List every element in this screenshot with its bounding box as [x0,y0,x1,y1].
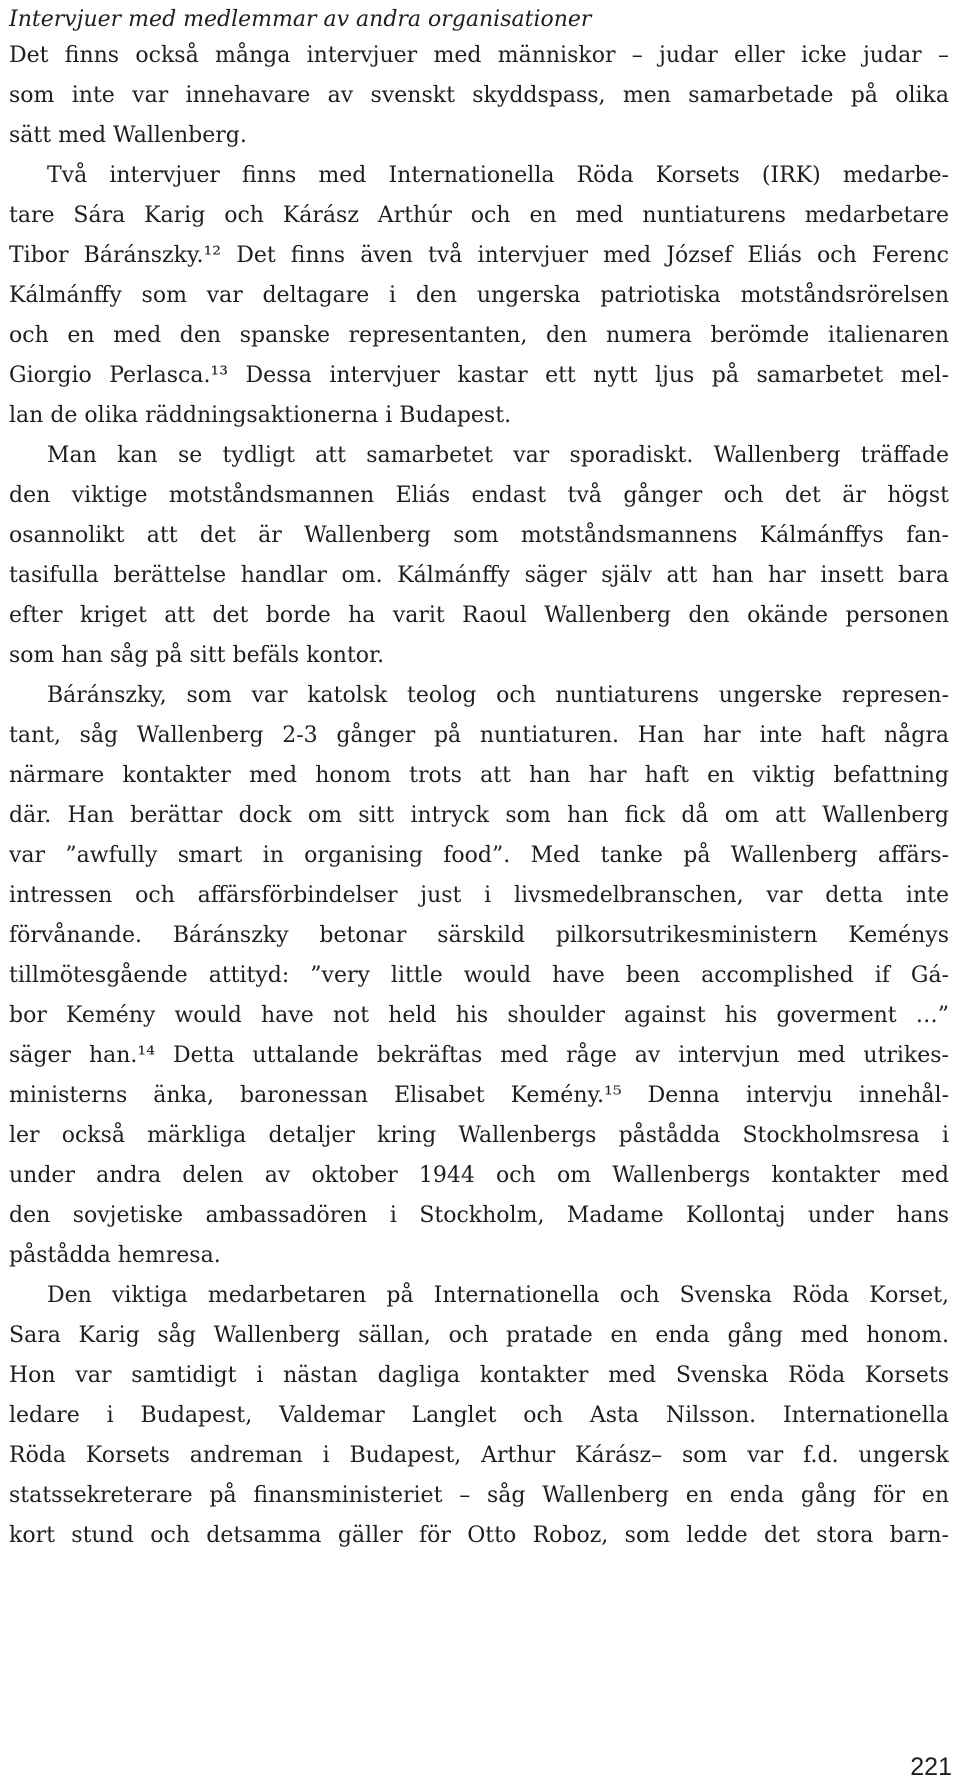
text-line: närmare kontakter med honom trots att han har haft en viktig befattning [9,763,949,788]
text-line: Sara Karig såg Wallenberg sällan, och pratade en enda gång med honom. [9,1323,949,1348]
text-line: osannolikt att det är Wallenberg som motståndsmannens Kálmánffys fan- [9,523,949,548]
text-line: ledare i Budapest, Valdemar Langlet och Asta Nilsson. Internationella [9,1403,949,1428]
text-line: den viktige motståndsmannen Eliás endast två gånger och det är högst [9,483,949,508]
text-line: statssekreterare på finansministeriet – såg Wallenberg en enda gång för en [9,1483,949,1508]
text-line: Röda Korsets andreman i Budapest, Arthur Kárász– som var f.d. ungersk [9,1443,949,1468]
text-line: den sovjetiske ambassadören i Stockholm, Madame Kollontaj under hans [9,1203,949,1228]
text-line: kort stund och detsamma gäller för Otto Roboz, som ledde det stora barn- [9,1523,949,1548]
text-line: Hon var samtidigt i nästan dagliga kontakter med Svenska Röda Korsets [9,1363,949,1388]
text-line: Den viktiga medarbetaren på Internationella och Svenska Röda Korset, [47,1283,949,1308]
text-line: och en med den spanske representanten, den numera berömde italienaren [9,323,949,348]
text-line: sätt med Wallenberg. [9,123,247,148]
text-line: Báránszky, som var katolsk teolog och nuntiaturens ungerske represen- [47,683,949,708]
text-line: tant, såg Wallenberg 2-3 gånger på nuntiaturen. Han har inte haft några [9,723,949,748]
text-line: Tibor Báránszky.¹² Det finns även två intervjuer med József Eliás och Ferenc [9,243,949,268]
text-line: som inte var innehavare av svenskt skyddspass, men samarbetade på olika [9,83,949,108]
text-line: ler också märkliga detaljer kring Wallenbergs påstådda Stockholmsresa i [9,1123,949,1148]
text-line: ministerns änka, baronessan Elisabet Kemény.¹⁵ Denna intervju innehål- [9,1083,949,1108]
text-line: Man kan se tydligt att samarbetet var sporadiskt. Wallenberg träffade [47,443,949,468]
page-number: 221 [910,1753,952,1781]
text-line: Två intervjuer finns med Internationella Röda Korsets (IRK) medarbe- [47,163,949,188]
text-line: tasifulla berättelse handlar om. Kálmánffy säger själv att han har insett bara [9,563,949,588]
text-line: påstådda hemresa. [9,1243,221,1268]
text-line: var ”awfully smart in organising food”. Med tanke på Wallenberg affärs- [9,843,949,868]
text-line: Kálmánffy som var deltagare i den ungerska patriotiska motståndsrörelsen [9,283,949,308]
text-line: under andra delen av oktober 1944 och om Wallenbergs kontakter med [9,1163,949,1188]
text-line: förvånande. Báránszky betonar särskild pilkorsutrikesministern Keménys [9,923,949,948]
text-line: intressen och affärsförbindelser just i livsmedelbranschen, var detta inte [9,883,949,908]
section-heading: Intervjuer med medlemmar av andra organisationer [9,7,592,32]
text-line: Giorgio Perlasca.¹³ Dessa intervjuer kastar ett nytt ljus på samarbetet mel- [9,363,949,388]
text-line: bor Kemény would have not held his shoulder against his goverment …” [9,1003,949,1028]
text-line: tillmötesgående attityd: ”very little would have been accomplished if Gá- [9,963,949,988]
text-line: som han såg på sitt befäls kontor. [9,643,385,668]
text-line: där. Han berättar dock om sitt intryck som han fick då om att Wallenberg [9,803,949,828]
text-line: efter kriget att det borde ha varit Raoul Wallenberg den okände personen [9,603,949,628]
text-line: lan de olika räddningsaktionerna i Budapest. [9,403,512,428]
text-line: Det finns också många intervjuer med människor – judar eller icke judar – [9,43,949,68]
text-line: tare Sára Karig och Kárász Arthúr och en med nuntiaturens medarbetare [9,203,949,228]
text-line: säger han.¹⁴ Detta uttalande bekräftas med råge av intervjun med utrikes- [9,1043,949,1068]
